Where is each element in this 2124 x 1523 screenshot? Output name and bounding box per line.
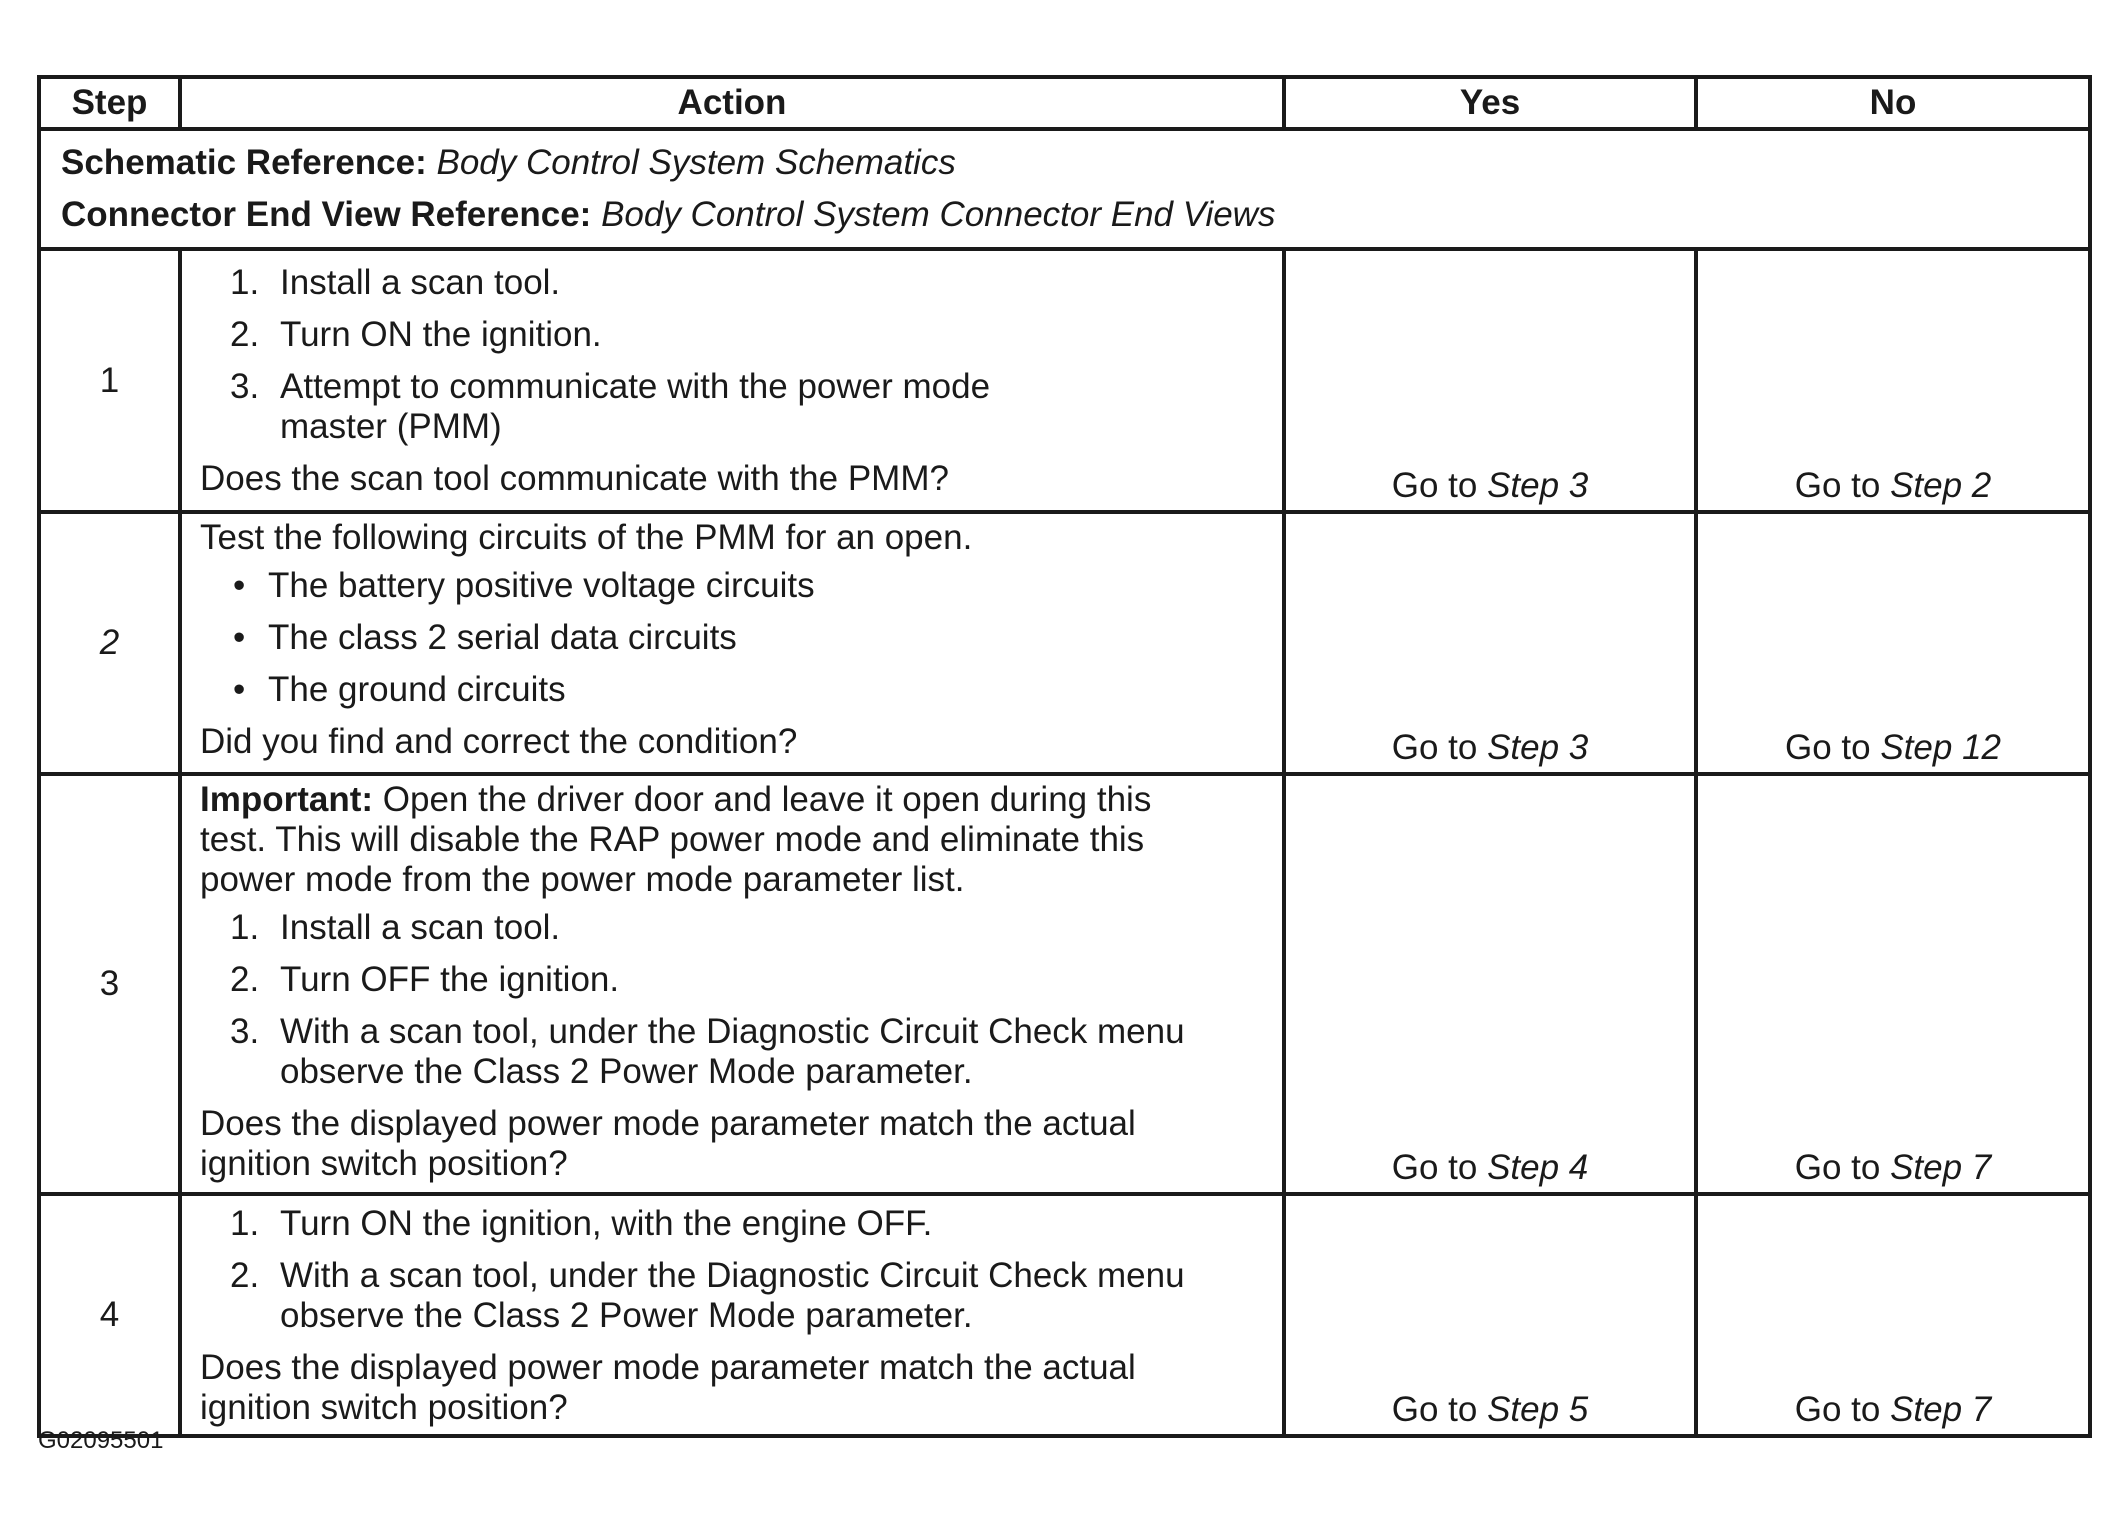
goto-label: Go to (1391, 728, 1478, 767)
goto-step-link[interactable]: Step 3 (1487, 728, 1589, 767)
reference-cell (39, 129, 2090, 249)
diagnostic-document (37, 75, 2088, 1438)
no-result (1696, 1194, 2090, 1436)
header-row (39, 77, 2090, 129)
goto-label: Go to (1391, 1390, 1478, 1429)
connector-reference-label: Connector End View Reference: (61, 195, 592, 234)
list-item (200, 315, 1272, 355)
list-item-text: Turn ON the ignition, with the engine OFF. (280, 1204, 933, 1243)
bullet-icon: • (233, 618, 246, 657)
step-intro: Test the following circuits of the PMM for an open. (200, 518, 973, 557)
list-item-text: The battery positive voltage circuits (268, 566, 815, 605)
action-cell (180, 249, 1284, 512)
list-item-text: Attempt to communicate with the power mode master (PMM) (280, 367, 991, 446)
goto-step-link[interactable]: Step 7 (1890, 1390, 1992, 1429)
step-number: 4 (39, 1194, 180, 1436)
list-item-text: The ground circuits (268, 670, 566, 709)
reference-row (39, 129, 2090, 249)
list-item-text: With a scan tool, under the Diagnostic Circuit Check menu observe the Class 2 Power Mode parameter. (280, 1012, 1185, 1091)
figure-id: G02095501 (38, 1427, 164, 1454)
no-result (1696, 512, 2090, 774)
list-number: 2. (230, 315, 260, 354)
list-item (200, 960, 1272, 1000)
connector-reference (61, 189, 2088, 241)
action-cell (180, 774, 1284, 1194)
list-number: 1. (230, 1204, 260, 1243)
yes-result (1284, 512, 1696, 774)
list-item (200, 1204, 1272, 1244)
header-action: Action (180, 77, 1284, 129)
list-item-text: Turn ON the ignition. (280, 315, 602, 354)
list-number: 1. (230, 263, 260, 302)
important-label: Important: (200, 780, 374, 819)
list-item (200, 263, 1272, 303)
list-number: 1. (230, 908, 260, 947)
no-result (1696, 249, 2090, 512)
schematic-reference-value: Body Control System Schematics (436, 143, 956, 182)
numbered-list (200, 263, 1272, 447)
schematic-reference (61, 137, 2088, 189)
yes-result (1284, 1194, 1696, 1436)
diagnostic-table (37, 75, 2092, 1438)
bullet-list (200, 566, 1272, 710)
step-row-3 (39, 774, 2090, 1194)
goto-step-link[interactable]: Step 4 (1487, 1148, 1589, 1187)
step-number: 3 (39, 774, 180, 1194)
step-question: Does the displayed power mode parameter match the actual ignition switch position? (200, 1104, 1136, 1183)
step-row-4 (39, 1194, 2090, 1436)
goto-label: Go to (1794, 1148, 1881, 1187)
list-item-text: The class 2 serial data circuits (268, 618, 737, 657)
step-question: Does the scan tool communicate with the PMM? (200, 459, 949, 498)
list-item (200, 1256, 1272, 1336)
action-cell (180, 512, 1284, 774)
goto-step-link[interactable]: Step 5 (1487, 1390, 1589, 1429)
goto-label: Go to (1794, 1390, 1881, 1429)
step-row-1 (39, 249, 2090, 512)
list-item (200, 670, 1272, 710)
goto-label: Go to (1391, 466, 1478, 505)
list-item-text: Install a scan tool. (280, 908, 561, 947)
list-number: 3. (230, 1012, 260, 1051)
action-cell (180, 1194, 1284, 1436)
important-note (200, 780, 1272, 900)
goto-label: Go to (1391, 1148, 1478, 1187)
header-yes: Yes (1284, 77, 1696, 129)
step-row-2 (39, 512, 2090, 774)
connector-reference-value: Body Control System Connector End Views (601, 195, 1276, 234)
no-result (1696, 774, 2090, 1194)
list-item (200, 566, 1272, 606)
list-number: 2. (230, 1256, 260, 1295)
bullet-icon: • (233, 670, 246, 709)
list-number: 3. (230, 367, 260, 406)
list-item-text: Install a scan tool. (280, 263, 561, 302)
list-item (200, 367, 1272, 447)
list-item (200, 1012, 1272, 1092)
header-no: No (1696, 77, 2090, 129)
goto-label: Go to (1785, 728, 1871, 767)
header-step: Step (39, 77, 180, 129)
yes-result (1284, 249, 1696, 512)
list-item-text: Turn OFF the ignition. (280, 960, 620, 999)
numbered-list (200, 1204, 1272, 1336)
step-question: Did you find and correct the condition? (200, 722, 798, 761)
list-item (200, 618, 1272, 658)
yes-result (1284, 774, 1696, 1194)
goto-step-link[interactable]: Step 2 (1890, 466, 1992, 505)
step-number: 2 (39, 512, 180, 774)
step-question: Does the displayed power mode parameter match the actual ignition switch position? (200, 1348, 1136, 1427)
step-number: 1 (39, 249, 180, 512)
important-text: Open the driver door and leave it open during this test. This will disable the RAP power mode and eliminate this power mode from the power mode parameter list. (200, 780, 1152, 899)
numbered-list (200, 908, 1272, 1092)
list-item-text: With a scan tool, under the Diagnostic Circuit Check menu observe the Class 2 Power Mode parameter. (280, 1256, 1185, 1335)
goto-step-link[interactable]: Step 3 (1487, 466, 1589, 505)
goto-step-link[interactable]: Step 12 (1880, 728, 2001, 767)
schematic-reference-label: Schematic Reference: (61, 143, 427, 182)
list-item (200, 908, 1272, 948)
list-number: 2. (230, 960, 260, 999)
bullet-icon: • (233, 566, 246, 605)
goto-label: Go to (1794, 466, 1881, 505)
goto-step-link[interactable]: Step 7 (1890, 1148, 1992, 1187)
